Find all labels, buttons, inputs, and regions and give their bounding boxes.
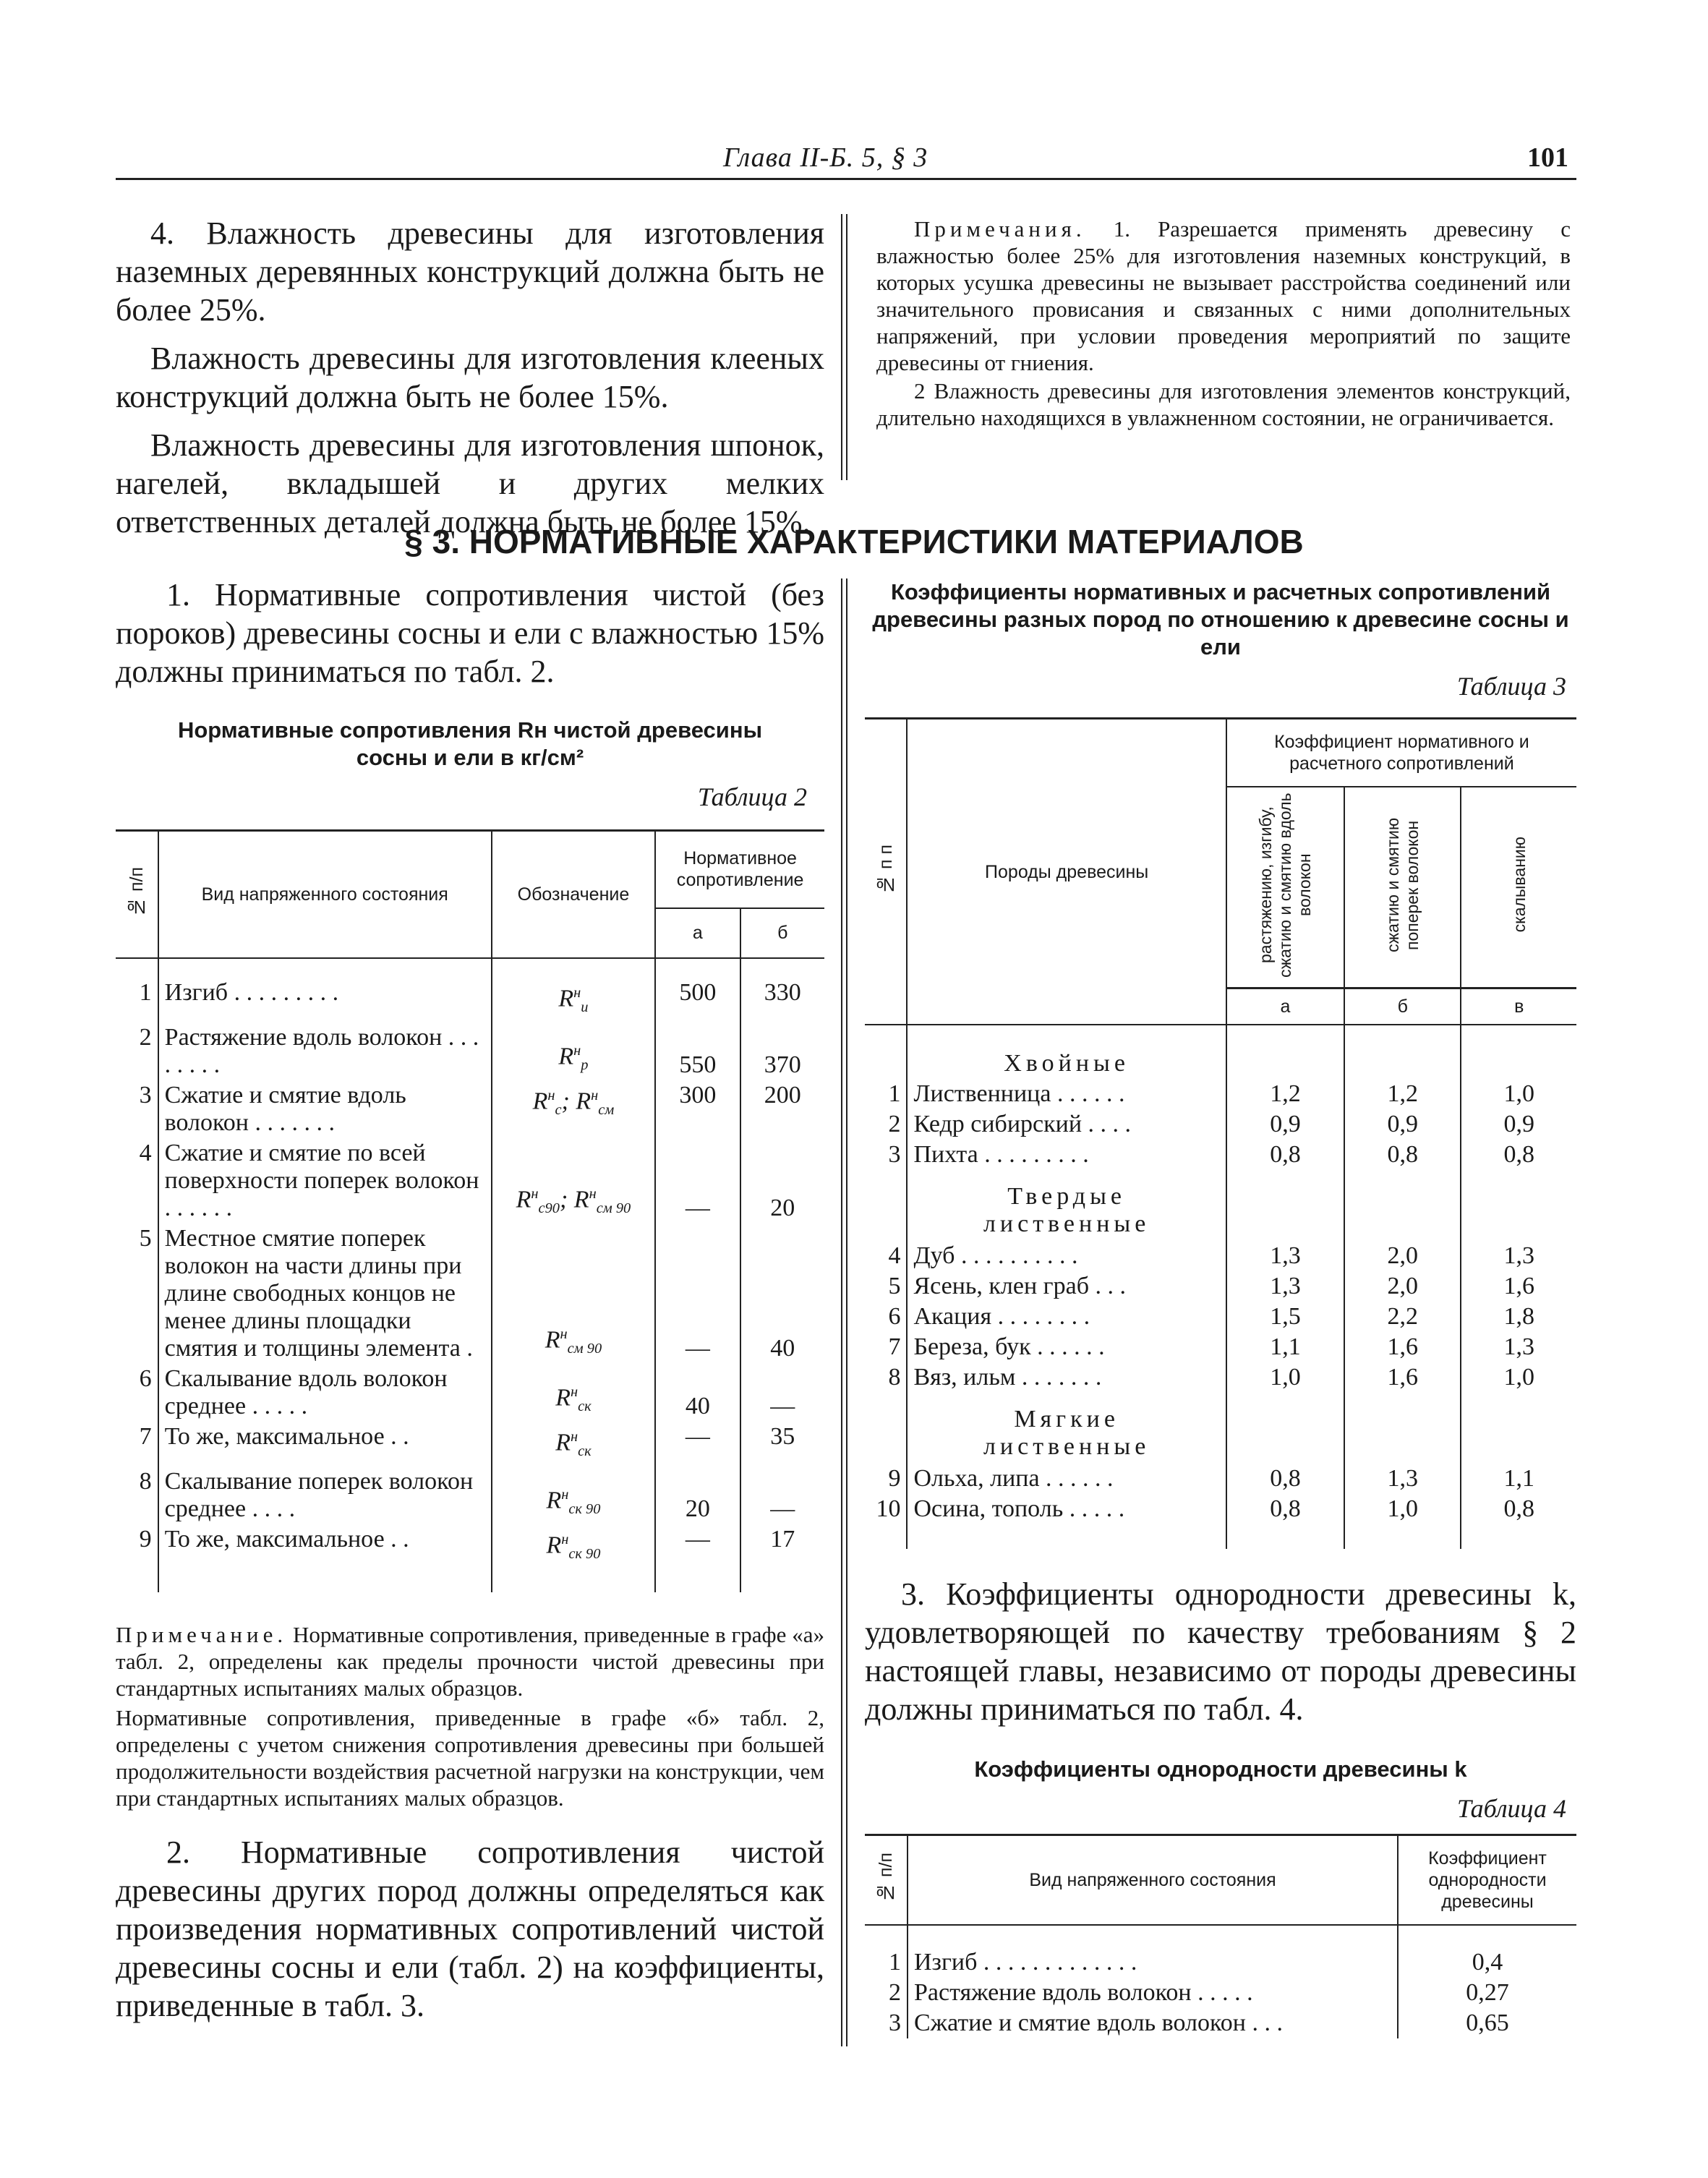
table-row: 4 Дуб . . . . . . . . . . 1,3 2,0 1,3: [865, 1241, 1576, 1271]
table-row: 9 Ольха, липа . . . . . . 0,8 1,3 1,1: [865, 1464, 1576, 1494]
notes-paragraph-1: [876, 215, 1571, 376]
section-title: § 3. НОРМАТИВНЫЕ ХАРАКТЕРИСТИКИ МАТЕРИАЛОВ: [404, 523, 1304, 560]
table4-label: Таблица 4: [1456, 1794, 1566, 1823]
table2-caption-line1: Нормативные сопротивления Rн чистой древесины: [177, 717, 763, 743]
paragraph-4: 4. Влажность древесины для изготовления наземных деревянных конструкций должна быть не более 25%.: [116, 215, 824, 328]
table-row: 2 Растяжение вдоль волокон . . . . . 0,27: [865, 1978, 1576, 2008]
note-2: 2 Влажность древесины для изготовления элементов конструкций, длительно находящихся в увлажненном состоянии, не ограничивается.: [876, 378, 1571, 430]
paragraph-3: 3. Коэффициенты однородности древесины k, удовлетворяющей по качеству требованиям § 2 настоящей главы, независимо от породы древесины должны приниматься по табл. 4.: [865, 1576, 1576, 1727]
table2-caption: [116, 717, 824, 772]
t2-header-num: № п/п: [116, 831, 158, 959]
t4-header-kind: Вид напряженного состояния: [908, 1835, 1398, 1926]
table2-notes: [116, 1621, 824, 1811]
paragraph-glued: Влажность древесины для изготовления клееных конструкций должна быть не более 15%.: [116, 341, 824, 414]
t3-header-coef: Коэффициент нормативного и расчетного сопротивлений: [1226, 719, 1576, 787]
table-row: 8 Вяз, ильм . . . . . . . 1,0 1,6 1,0: [865, 1362, 1576, 1393]
table-row: 1 Изгиб . . . . . . . . . $R^н_и$ 500 330: [116, 978, 824, 1022]
table-row: 2 Кедр сибирский . . . . 0,9 0,9 0,9: [865, 1109, 1576, 1140]
paragraph-2: 2. Нормативные сопротивления чистой древесины других пород должны определяться как произведения нормативных сопротивлений чистой древесины сосны и ели (табл. 2) на коэффициенты, приведенные в табл. 3.: [116, 1835, 824, 2024]
table-row: 7 Береза, бук . . . . . . 1,1 1,6 1,3: [865, 1332, 1576, 1362]
notes-label: Примечания.: [914, 216, 1086, 242]
t4-header-num: № п/п: [865, 1835, 908, 1926]
group-row: [865, 1170, 1576, 1241]
table-row: 10 Осина, тополь . . . . . 0,8 1,0 0,8: [865, 1494, 1576, 1524]
t3-header-col-b: сжатию и смятию поперек волокон: [1344, 787, 1461, 988]
table3-label: Таблица 3: [1456, 672, 1566, 701]
table-row: 3 Сжатие и смятие вдоль волокон . . . 0,65: [865, 2008, 1576, 2038]
table-row: 7 То же, максимальное . . $R^н_{ск}$ — 35: [116, 1422, 824, 1466]
t2-header-kind: Вид напряженного состояния: [158, 831, 492, 959]
t2-header-symbol: Обозначение: [492, 831, 655, 959]
table-2: [116, 829, 824, 1592]
t3-header-a: а: [1226, 988, 1344, 1025]
note-1: 1. Разрешается применять древесину с влажностью более 25% для изготовления наземных конструкций, в которых усушка древесины не вызывает расстройства соединений или значительного провисания и связанных с ними дополнительных напряжений, при условии проведения мероприятий по защите древесины от гниения.: [876, 216, 1571, 375]
group-title: Хвойные: [907, 1049, 1226, 1079]
t3-header-c: в: [1461, 988, 1576, 1025]
table-row: 3 Сжатие и смятие вдоль волокон . . . . . . . $R^н_с$; $R^н_{см}$ 300 200: [116, 1080, 824, 1138]
table-row: 6 Акация . . . . . . . . 1,5 2,2 1,8: [865, 1302, 1576, 1332]
t2-header-b: б: [740, 908, 824, 958]
table3-caption: Коэффициенты нормативных и расчетных сопротивлений древесины разных пород по отношению к древесине сосны и ели: [872, 579, 1569, 659]
note-label: Примечание.: [116, 1622, 288, 1648]
group-row: [865, 1049, 1576, 1079]
table-row: 4 Сжатие и смятие по всей поверхности поперек волокон . . . . . . $R^н_{с90}$; $R^н_{см 90}$ — 20: [116, 1138, 824, 1223]
t3-header-col-a: растяжению, изгибу, сжатию и смятию вдоль волокон: [1226, 787, 1344, 988]
column-divider-main: [841, 578, 842, 2046]
table2-label: Таблица 2: [697, 782, 807, 811]
table-row: 1 Изгиб . . . . . . . . . . . . . 0,4: [865, 1947, 1576, 1978]
column-divider-main-2: [846, 578, 847, 2046]
table-row: 1 Лиственница . . . . . . 1,2 1,2 1,0: [865, 1079, 1576, 1109]
table-row: 8 Скалывание поперек волокон среднее . . . . $R^н_{ск 90}$ 20 —: [116, 1466, 824, 1524]
t2-header-a: а: [655, 908, 740, 958]
group-title: Твердые лиственные: [907, 1170, 1226, 1241]
top-left-column: [116, 214, 824, 541]
column-divider-top-2: [846, 214, 847, 480]
group-title: Мягкие лиственные: [907, 1393, 1226, 1464]
t3-header-col-c: скалыванию: [1509, 837, 1529, 933]
table2-caption-line2: сосны и ели в кг/см²: [356, 745, 584, 770]
right-column: [865, 578, 1576, 2038]
t2-header-norm: Нормативное сопротивление: [655, 831, 824, 908]
table-3: [865, 717, 1576, 1549]
table-row: 5 Местное смятие поперек волокон на части длины при длине свободных концов не менее длины площадки смятия и толщины элемента . $R^н_{см 90}$ — 40: [116, 1223, 824, 1364]
table-row: 2 Растяжение вдоль волокон . . . . . . . . $R^н_р$ 550 370: [116, 1022, 824, 1080]
paragraph-1: 1. Нормативные сопротивления чистой (без пороков) древесины сосны и ели с влажностью 15% должны приниматься по табл. 2.: [116, 577, 824, 689]
t3-header-species: Породы древесины: [907, 719, 1226, 1025]
t3-header-b: б: [1344, 988, 1461, 1025]
running-title: Глава II-Б. 5, § 3: [723, 142, 928, 173]
t3-header-num: № п п: [865, 719, 907, 1025]
column-divider-top: [841, 214, 842, 480]
table-4: [865, 1834, 1576, 2038]
header-rule: [116, 178, 1576, 180]
table-row: 6 Скалывание вдоль волокон среднее . . . . . $R^н_{ск}$ 40 —: [116, 1364, 824, 1422]
table-row: 5 Ясень, клен граб . . . 1,3 2,0 1,6: [865, 1271, 1576, 1302]
table-row: 9 То же, максимальное . . $R^н_{ск 90}$ — 17: [116, 1524, 824, 1569]
page-number: 101: [1527, 142, 1568, 173]
table-row: 3 Пихта . . . . . . . . . 0,8 0,8 0,8: [865, 1140, 1576, 1170]
left-column: [116, 576, 824, 2025]
table4-caption: Коэффициенты однородности древесины k: [974, 1756, 1467, 1782]
top-right-notes: [876, 215, 1571, 431]
table2-note-2: Нормативные сопротивления, приведенные в графе «б» табл. 2, определены с учетом снижения сопротивления древесины при большей продолжительности воздействия расчетной нагрузки на конструкции, чем при стандартных испытаниях малых образцов.: [116, 1705, 824, 1811]
paragraph-dowels: Влажность древесины для изготовления шпонок, нагелей, вкладышей и других мелких ответственных деталей должна быть не более 15%.: [116, 427, 824, 539]
t4-header-coef: Коэффициент однородности древесины: [1398, 1835, 1576, 1926]
group-row: [865, 1393, 1576, 1464]
table2-note-1: Примечание. Нормативные сопротивления, приведенные в графе «а» табл. 2, определены как пределы прочности чистой древесины при стандартных испытаниях малых образцов.: [116, 1622, 824, 1701]
